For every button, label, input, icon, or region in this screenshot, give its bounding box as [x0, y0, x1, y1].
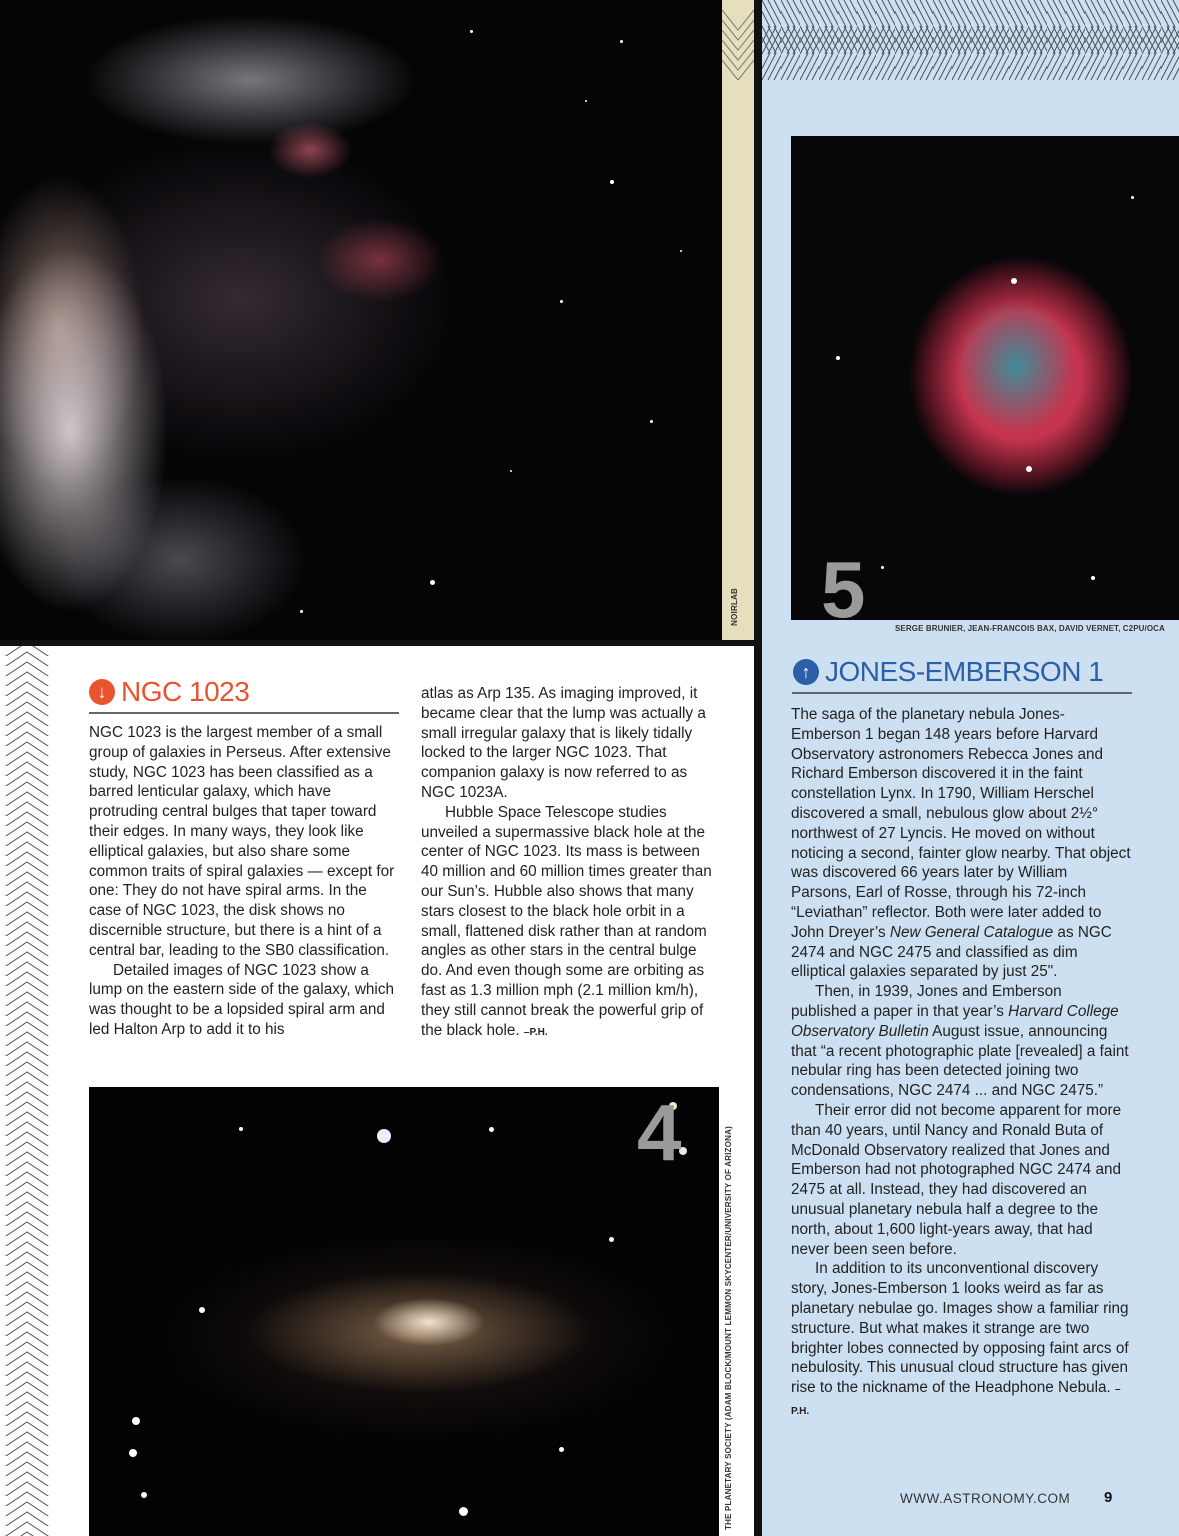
ngc1023-heading: [89, 676, 249, 708]
heading-rule: [89, 712, 399, 714]
item-number-4: 4: [637, 1088, 682, 1177]
photo-credit-galaxy: THE PLANETARY SOCIETY (ADAM BLOCK/MOUNT LEMMON SKYCENTER/UNIVERSITY OF ARIZONA): [724, 1126, 733, 1530]
ngc1023-column-1: [89, 723, 403, 1040]
section-title: JONES-EMBERSON 1: [825, 656, 1104, 687]
arrow-up-circle-icon: ↑: [793, 659, 819, 685]
jones-emberson-body: The saga of the planetary nebula Jones-Emberson 1 began 148 years before Harvard Observatory astronomers Rebecca Jones and Richard Emberson discovered it in the faint constellation Lynx. In 1790, William Herschel discovered a small, nebulous glow about 2½° northwest of 27 Lyncis. He moved on without noticing a second, fainter glow nearby. That object was discovered 66 years later by William Parsons, Earl of Rosse, through his 72-inch “Leviathan” reflector. Both were later added to John Dreyer’s New General Catalogue as NGC 2474 and NGC 2475 and classified as dim elliptical galaxies separated by just 25". Then, in 1939, Jones and Emberson published a paper in that year’s Harvard College Observatory Bulletin August issue, announcing that “a recent photographic plate [revealed] a faint nebular ring has been detected joining two condensations, NGC 2474 ... and NGC 2475.” Their error did not become apparent for more than 40 years, until Nancy and Ronald Buta of McDonald Observatory realized that Jones and Emberson had not photographed NGC 2474 and 2475 at all. Instead, they had discovered an unusual planetary nebula half a degree to the north, about 1,600 light-years away, that had never been seen before. In addition to its unconventional discovery story, Jones-Emberson 1 looks weird as far as planetary nebulae go. Images show a familiar ring structure. But what makes it strange are two brighter lobes connected by opposing faint arcs of nebulosity. This unusual cloud structure has given rise to the nickname of the Headphone Nebula. –P.H.: [791, 706, 1131, 1417]
chevron-pattern: [722, 0, 754, 80]
column-divider: [754, 0, 762, 1536]
paragraph: In addition to its unconventional discovery story, Jones-Emberson 1 looks weird as far as planetary nebulae go. Images show a familiar ring structure. But what makes it strange are two brighter lobes connected by opposing faint arcs of nebulosity. This unusual cloud structure has given rise to the nickname of the Headphone Nebula.: [791, 1260, 1129, 1397]
chevron-pattern: [762, 0, 1179, 80]
photo-credit-nebula: SERGE BRUNIER, JEAN-FRANCOIS BAX, DAVID VERNET, C2PU/OCA: [895, 624, 1165, 633]
author-signature: –P.H.: [791, 1384, 1121, 1417]
author-signature: –P.H.: [523, 1026, 548, 1038]
galaxy-photo: [89, 1087, 719, 1536]
section-divider: [0, 640, 754, 646]
photo-credit-noirlab: NOIRLAB: [730, 588, 739, 626]
arrow-down-circle-icon: ↓: [89, 679, 115, 705]
footer-url: WWW.ASTRONOMY.COM: [900, 1491, 1071, 1506]
item-number-5: 5: [821, 545, 866, 634]
paragraph: Detailed images of NGC 1023 show a lump on the eastern side of the galaxy, which was thought to be a lopsided spiral arm and led Halton Arp to add it to his: [89, 961, 394, 1038]
ngc1023-column-2: [421, 684, 721, 1042]
section-title: NGC 1023: [121, 676, 250, 707]
jones-emberson-heading: [793, 656, 1103, 688]
paragraph: atlas as Arp 135. As imaging improved, it became clear that the lump was actually a small irregular galaxy that is likely tidally locked to the larger NGC 1023. That companion galaxy is now referred to as NGC 1023A.: [421, 685, 706, 801]
bulletin-title: Harvard College Observatory Bulletin: [791, 1002, 1119, 1040]
top-galaxy-photo: [0, 0, 722, 640]
paragraph: Hubble Space Telescope studies unveiled a supermassive black hole at the center of NGC 1023. Its mass is between 40 million and 60 million times greater than our Sun’s. Hubble also shows that many stars closest to the black hole orbit in a small, flattened disk rather than at random angles as other stars in the central bulge do. And even though some are orbiting as fast as 1.3 million mph (2.1 million km/h), they still cannot break the powerful grip of the black hole.: [421, 803, 712, 1039]
heading-rule: [792, 692, 1132, 694]
chevron-pattern: [0, 646, 54, 1536]
page-number: 9: [1104, 1489, 1113, 1506]
paragraph: Their error did not become apparent for more than 40 years, until Nancy and Ronald Buta of McDonald Observatory realized that Jones and Emberson had not photographed NGC 2474 and 2475 at all. Instead, they had discovered an unusual planetary nebula half a degree to the north, about 1,600 light-years away, that had never been seen before.: [791, 1101, 1122, 1258]
catalogue-title: New General Catalogue: [889, 923, 1054, 941]
photo-credit-strip: [722, 0, 756, 640]
paragraph: NGC 1023 is the largest member of a small group of galaxies in Perseus. After extensive study, NGC 1023 has been classified as a barred lenticular galaxy, which have protruding central bulges that taper toward their edges. In many ways, they look like elliptical galaxies, but also share some common traits of spiral galaxies — except for one: They do not have spiral arms. In the case of NGC 1023, the disk shows no discernible structure, but there is a hint of a central bar, leading to the SB0 classification.: [89, 724, 395, 959]
